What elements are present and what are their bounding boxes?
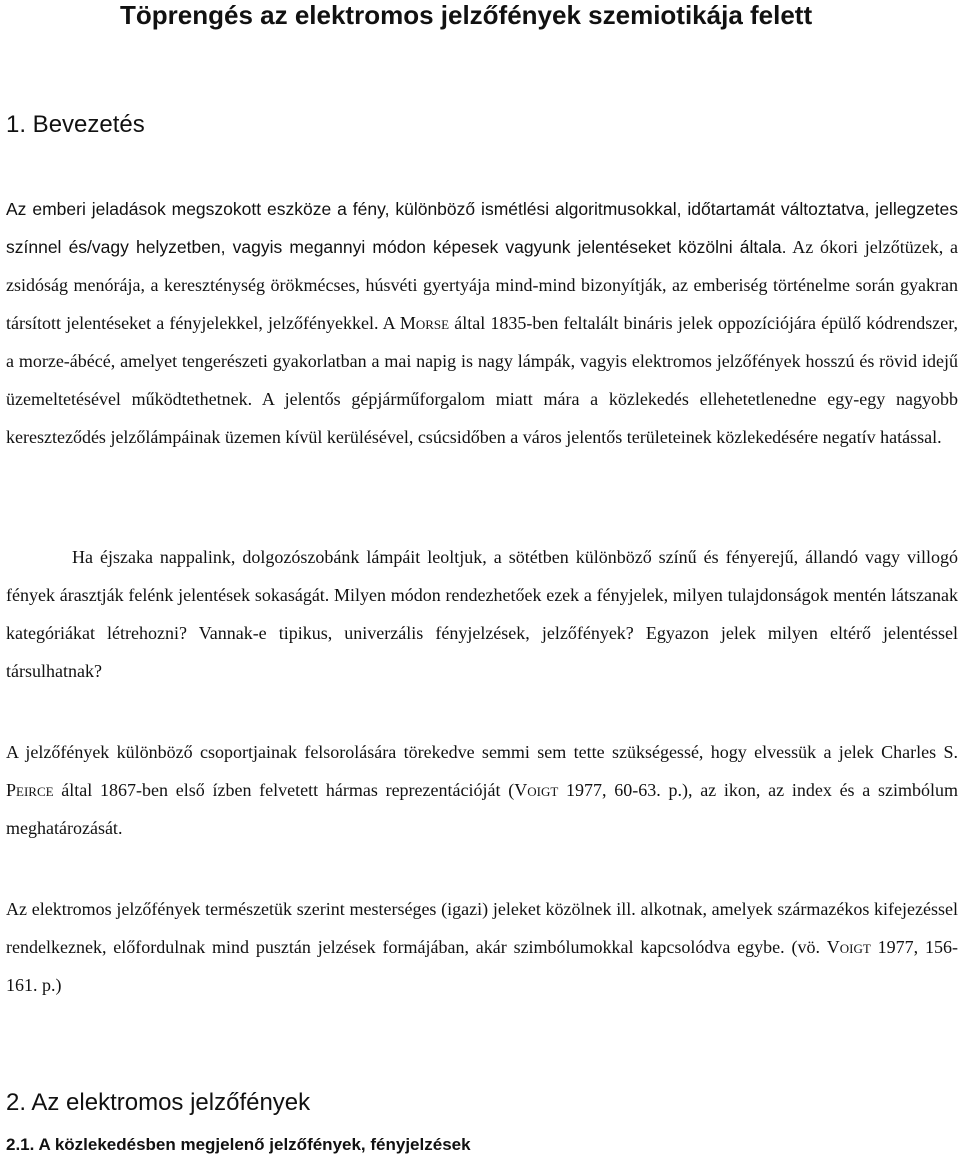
paragraph-intro-3-part-b: által 1867-ben első ízben felvetett hármas reprezentációját ( (53, 780, 515, 800)
paragraph-intro-4-part-a: Az elektromos jelzőfények természetük szerint mesterséges (igazi) jeleket közölnek ill. alkotnak, amelyek származékos kifejezéssel rendelkeznek, előfordulnak mind pusztán jelzések formájában, akár szimbólumokkal kapcsolódva egybe. (vö. (6, 899, 958, 957)
paragraph-intro-4-part-b: 1977, 156-161. p.) (6, 937, 958, 995)
paragraph-intro-1-part-b: Az ókori jelzőtüzek, a zsidóság menórája, a kereszténység örökmécses, húsvéti gyertyája mind-mind bizonyítják, az emberiség történelme során gyakran társított jelentéseket a fényjelekkel, jelzőfényekkel. (6, 237, 958, 333)
paragraph-intro-3-part-c: 1977, 60-63. p.), az ikon, az index és a szimbólum meghatározását. (6, 780, 959, 838)
paragraph-intro-1-part-c: A (378, 313, 400, 333)
author-name-peirce: Peirce (6, 780, 54, 800)
author-name-voigt: Voigt (514, 780, 559, 800)
paragraph-intro-1 (6, 190, 958, 456)
section-2-heading: 2. Az elektromos jelzőfények (6, 1089, 311, 1116)
paragraph-intro-1-part-d: által 1835-ben feltalált bináris jelek oppozíciójára épülő kódrendszer, a morze-ábécé, amelyet tengerészeti gyakorlatban a mai napig is nagy lámpák, vagyis elektromos jelzőfények hosszú és rövid idejű üzemeltetésével működtethetnek. A jelentős gépjárműforgalom miatt mára a közlekedés ellehetetlenedne egy-egy nagyobb kereszteződés jelzőlámpáinak üzemen kívül kerülésével, csúcsidőben a város jelentős területeinek közlekedésére negatív hatással. (6, 313, 958, 447)
document-title: Töprengés az elektromos jelzőfények szemiotikája felett (120, 0, 813, 30)
paragraph-intro-2: Ha éjszaka nappalink, dolgozószobánk lámpáit leoltjuk, a sötétben különböző színű és fényerejű, állandó vagy villogó fények árasztják felénk jelentések sokaságát. Milyen módon rendezhetőek ezek a fényjelek, milyen tulajdonságok mentén látszanak kategóriákat létrehozni? Vannak-e tipikus, univerzális fényjelzések, jelzőfények? Egyazon jelek milyen eltérő jelentéssel társulhatnak? (6, 547, 958, 681)
paragraph-intro-3-part-a: A jelzőfények különböző csoportjainak felsorolására törekedve semmi sem tette szükségessé, hogy elvessük a jelek Charles S. (6, 742, 958, 762)
author-name-morse: Morse (399, 313, 450, 333)
author-name-voigt-2: Voigt (826, 937, 871, 957)
section-1-heading: 1. Bevezetés (6, 111, 145, 138)
paragraph-intro-4 (6, 890, 958, 1004)
paragraph-intro-3 (6, 733, 958, 847)
section-2-1-heading: 2.1. A közlekedésben megjelenő jelzőfények, fényjelzések (6, 1135, 471, 1154)
paragraph-intro-1-part-a: Az emberi jeladások megszokott eszköze a fény, különböző ismétlési algoritmusokkal, időtartamát változtatva, jellegzetes színnel és/vagy helyzetben, vagyis megannyi módon képesek vagyunk jelentéseket közölni általa. (6, 199, 958, 257)
